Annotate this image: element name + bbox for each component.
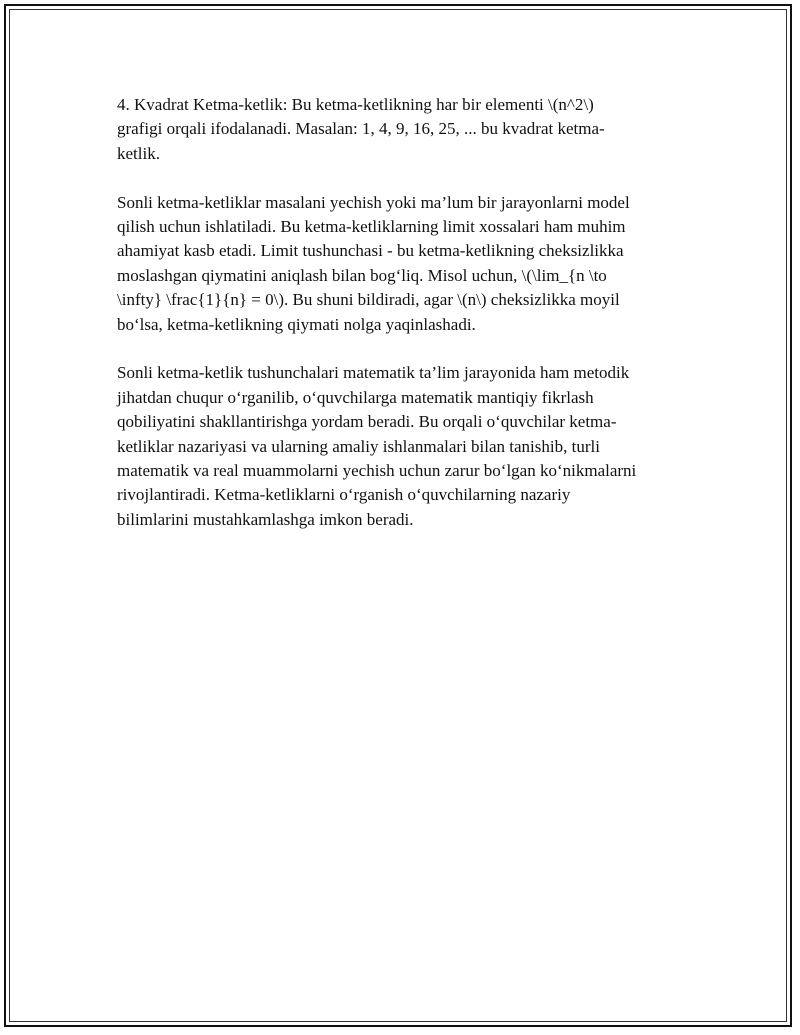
text-line: jihatdan chuqur o‘rganilib, o‘quvchilarga matematik mantiqiy fikrlash — [117, 387, 594, 407]
text-line: bo‘lsa, ketma-ketlikning qiymati nolga yaqinlashadi. — [117, 314, 476, 334]
paragraph-limit — [117, 191, 697, 337]
text-line: qilish uchun ishlatiladi. Bu ketma-ketliklarning limit xossalari ham muhim — [117, 217, 626, 237]
text-line: \infty} \frac{1}{n} = 0\). Bu shuni bildiradi, agar \(n\) cheksizlikka moyil — [117, 290, 620, 310]
text-line: ketliklar nazariyasi va ularning amaliy ishlanmalari bilan tanishib, turli — [117, 436, 600, 456]
text-line: ahamiyat kasb etadi. Limit tushunchasi - bu ketma-ketlikning cheksizlikka — [117, 241, 624, 261]
text-line: rivojlantiradi. Ketma-ketliklarni o‘rganish o‘quvchilarning nazariy — [117, 485, 571, 505]
text-line: Sonli ketma-ketliklar masalani yechish yoki ma’lum bir jarayonlarni model — [117, 192, 630, 212]
text-line: bilimlarini mustahkamlashga imkon beradi. — [117, 509, 414, 529]
text-line: matematik va real muammolarni yechish uchun zarur bo‘lgan ko‘nikmalarni — [117, 461, 637, 481]
paragraph-education — [117, 361, 697, 532]
paragraph-square-sequence — [117, 93, 697, 166]
text-line: 4. Kvadrat Ketma-ketlik: Bu ketma-ketlikning har bir elementi \(n^2\) — [117, 95, 594, 114]
text-line: qobiliyatini shakllantirishga yordam beradi. Bu orqali o‘quvchilar ketma- — [117, 412, 617, 432]
text-line: Sonli ketma-ketlik tushunchalari matematik ta’lim jarayonida ham metodik — [117, 363, 630, 383]
text-line: ketlik. — [117, 143, 160, 163]
text-line: grafigi orqali ifodalanadi. Masalan: 1, 4, 9, 16, 25, ... bu kvadrat ketma- — [117, 119, 605, 139]
document-body — [117, 93, 697, 557]
text-line: moslashgan qiymatini aniqlash bilan bog‘liq. Misol uchun, \(\lim_{n \to — [117, 265, 607, 285]
